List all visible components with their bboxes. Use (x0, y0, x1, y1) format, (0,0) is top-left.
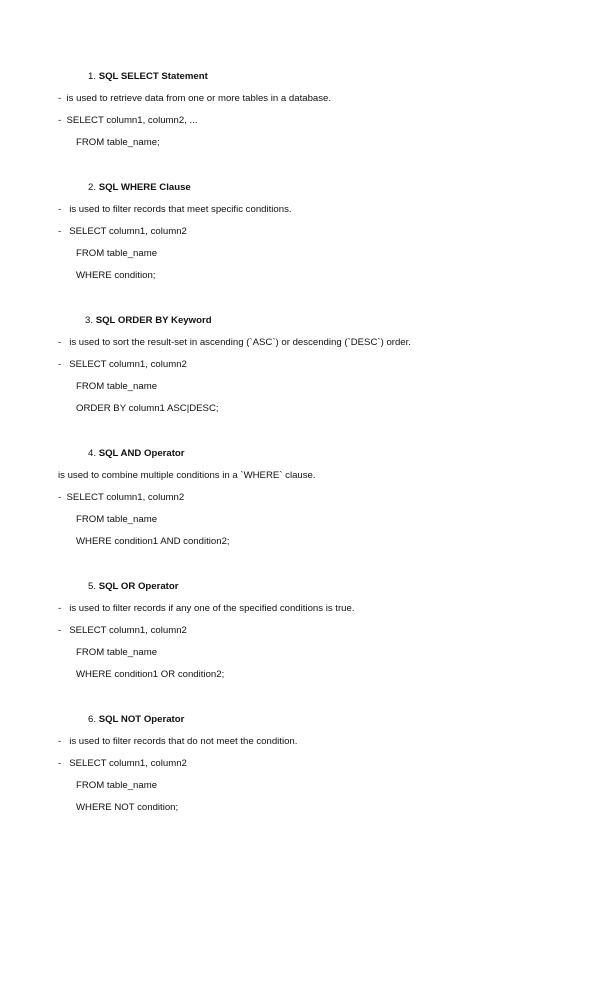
section-3-title: SQL ORDER BY Keyword (95, 315, 212, 326)
section-4-description: is used to combine multiple conditions in a `WHERE` clause. (58, 470, 316, 481)
section-1-description: - is used to retrieve data from one or more tables in a database. (58, 93, 332, 104)
section-2-code-line-1: - SELECT column1, column2 (58, 226, 187, 237)
section-3-heading (85, 315, 212, 327)
section-5-code-line-1: - SELECT column1, column2 (58, 625, 187, 636)
section-4-code-line-2: FROM table_name (76, 514, 158, 525)
section-3-code-line-1: - SELECT column1, column2 (58, 359, 187, 370)
section-1-code-line-1: - SELECT column1, column2, ... (58, 115, 198, 126)
section-5-code-line-3: WHERE condition1 OR condition2; (76, 669, 225, 680)
section-3-number: 3. (85, 315, 94, 326)
section-4-heading (88, 448, 185, 460)
section-1-code-line-2: FROM table_name; (76, 137, 160, 148)
section-1-title: SQL SELECT Statement (98, 71, 208, 82)
section-2-code-line-2: FROM table_name (76, 248, 158, 259)
section-6-code-line-2: FROM table_name (76, 780, 158, 791)
section-6-heading (88, 714, 184, 726)
section-6-code-line-1: - SELECT column1, column2 (58, 758, 187, 769)
section-5-heading (88, 581, 178, 593)
section-6-description: - is used to filter records that do not meet the condition. (58, 736, 298, 747)
section-4-number: 4. (88, 448, 97, 459)
section-5-description: - is used to filter records if any one of the specified conditions is true. (58, 603, 355, 614)
section-3-code-line-3: ORDER BY column1 ASC|DESC; (76, 403, 219, 414)
section-6-title: SQL NOT Operator (98, 714, 185, 725)
section-5-title: SQL OR Operator (98, 581, 179, 592)
section-2-description: - is used to filter records that meet specific conditions. (58, 204, 292, 215)
section-4-title: SQL AND Operator (98, 448, 185, 459)
section-2-code-line-3: WHERE condition; (76, 270, 156, 281)
section-1-heading (88, 71, 208, 83)
section-2-number: 2. (88, 182, 97, 193)
section-2-title: SQL WHERE Clause (98, 182, 191, 193)
section-1-number: 1. (88, 71, 97, 82)
section-4-code-line-3: WHERE condition1 AND condition2; (76, 536, 230, 547)
section-5-code-line-2: FROM table_name (76, 647, 158, 658)
section-4-code-line-1: - SELECT column1, column2 (58, 492, 185, 503)
section-2-heading (88, 182, 191, 194)
section-6-code-line-3: WHERE NOT condition; (76, 802, 179, 813)
section-5-number: 5. (88, 581, 97, 592)
section-6-number: 6. (88, 714, 97, 725)
section-3-code-line-2: FROM table_name (76, 381, 158, 392)
section-3-description: - is used to sort the result-set in ascending (`ASC`) or descending (`DESC`) order. (58, 337, 411, 348)
